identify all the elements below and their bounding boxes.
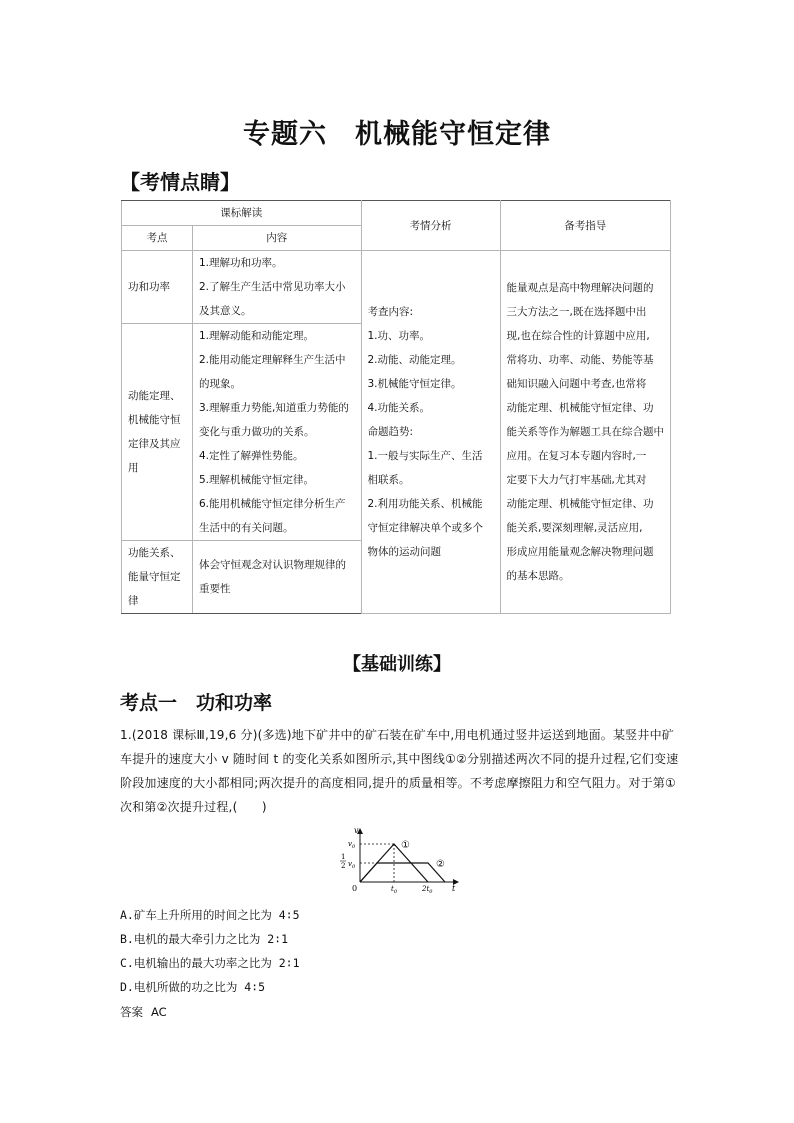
header-content: 内容 — [193, 226, 362, 251]
v-axis-label: v — [354, 826, 359, 835]
curve-2 — [360, 863, 445, 882]
guide-line: 础知识融入问题中考查,也常将 — [506, 378, 647, 390]
guide-line: 能关系,要深刻理解,灵活应用, — [506, 522, 643, 534]
t-axis-label: t — [452, 884, 456, 893]
row-content — [193, 251, 362, 324]
curve-1-label: ① — [401, 840, 410, 851]
question-line: 阶段加速度的大小都相同;两次提升的高度相同,提升的质量相等。不考虑摩擦阻力和空气阻力。对于第① — [120, 776, 677, 790]
row-point: 功和功率 — [122, 251, 193, 324]
question-line: 车提升的速度大小 v 随时间 t 的变化关系如图所示,其中图线①②分别描述两次不同的提升过程,它们变速 — [120, 752, 679, 766]
guide-line: 动能定理、机械能守恒定律、功 — [506, 498, 654, 510]
content-line: 2.了解生产生活中常见功率大小 — [199, 281, 346, 293]
point-line: 定律及其应 — [128, 438, 181, 450]
origin-label: 0 — [352, 884, 358, 893]
header-group: 课标解读 — [122, 201, 362, 226]
guide-line: 形成应用能量观念解决物理问题 — [506, 546, 654, 558]
guide-line: 三大方法之一,既在选择题中出 — [506, 306, 647, 318]
header-point: 考点 — [122, 226, 193, 251]
question-line: 1.(2018 课标Ⅲ,19,6 分)(多选)地下矿井中的矿石装在矿车中,用电机通过竖井运送到地面。某竖井中矿 — [120, 728, 674, 742]
option-b: B.电机的最大牵引力之比为 2∶1 — [120, 932, 289, 946]
guide-line: 能关系等作为解题工具在综合题中 — [506, 426, 664, 438]
velocity-time-graph — [334, 826, 464, 896]
guide-line: 的基本思路。 — [506, 570, 570, 582]
v0-label: $v_0$ — [348, 840, 356, 850]
point-line: 功能关系、 — [128, 547, 181, 559]
header-analysis: 考情分析 — [361, 201, 500, 251]
option-a: A.矿车上升所用的时间之比为 4∶5 — [120, 908, 300, 922]
analysis-line: 命题趋势: — [367, 426, 414, 438]
guide-line: 能量观点是高中物理解决问题的 — [506, 282, 654, 294]
content-line: 5.理解机械能守恒定律。 — [199, 474, 315, 486]
table-row — [122, 251, 671, 324]
row-content — [193, 541, 362, 614]
answer-label: 答案 — [120, 1005, 143, 1019]
content-line: 1.理解动能和动能定理。 — [199, 330, 315, 342]
analysis-line: 守恒定律解决单个或多个 — [367, 522, 483, 534]
guide-line: 现,也在综合性的计算题中应用, — [506, 330, 650, 342]
two-t0-label: $2t_0$ — [422, 885, 433, 895]
option-d: D.电机所做的功之比为 4∶5 — [120, 980, 266, 994]
point-line: 机械能守恒 — [128, 414, 181, 426]
analysis-line: 1.功、功率。 — [367, 330, 431, 342]
content-line: 3.理解重力势能,知道重力势能的 — [199, 402, 349, 414]
kaodian-title: 考点一 功和功率 — [120, 692, 273, 714]
option-c: C.电机输出的最大功率之比为 2∶1 — [120, 956, 300, 970]
analysis-line: 2.动能、动能定理。 — [367, 354, 462, 366]
curve-2-label: ② — [436, 859, 445, 870]
point-line: 律 — [128, 595, 139, 607]
guide-line: 动能定理、机械能守恒定律、功 — [506, 402, 654, 414]
content-line: 及其意义。 — [199, 305, 252, 317]
point-line: 能量守恒定 — [128, 571, 181, 583]
half-v0-label: $v_0$ — [348, 860, 356, 870]
analysis-line: 4.功能关系。 — [367, 402, 431, 414]
content-line: 4.定性了解弹性势能。 — [199, 450, 304, 462]
content-line: 重要性 — [199, 583, 231, 595]
content-line: 变化与重力做功的关系。 — [199, 426, 315, 438]
row-point — [122, 541, 193, 614]
analysis-line: 相联系。 — [367, 474, 410, 486]
answer-value: AC — [151, 1005, 167, 1019]
point-line: 用 — [128, 462, 139, 474]
content-line: 生活中的有关问题。 — [199, 522, 294, 534]
guide-line: 定要下大力气打牢基础,尤其对 — [506, 474, 647, 486]
question-text — [120, 723, 680, 819]
content-line: 1.理解功和功率。 — [199, 257, 283, 269]
training-heading: 【基础训练】 — [343, 654, 451, 675]
analysis-line: 考查内容: — [367, 306, 414, 318]
section-heading: 【考情点睛】 — [120, 170, 240, 194]
analysis-line: 物体的运动问题 — [367, 546, 441, 558]
analysis-line: 3.机械能守恒定律。 — [367, 378, 462, 390]
header-guide: 备考指导 — [500, 201, 671, 251]
content-line: 6.能用机械能守恒定律分析生产 — [199, 498, 346, 510]
half-denominator: 2 — [341, 862, 346, 870]
analysis-cell — [361, 251, 500, 614]
content-line: 体会守恒观念对认识物理规律的 — [199, 559, 346, 571]
guide-line: 常将功、功率、动能、势能等基 — [506, 354, 654, 366]
page-title: 专题六 机械能守恒定律 — [243, 119, 551, 150]
answer-options — [120, 903, 300, 999]
content-line: 的现象。 — [199, 378, 241, 390]
t0-label: $t_0$ — [391, 885, 398, 895]
point-line: 动能定理、 — [128, 390, 181, 402]
answer-line — [120, 1000, 167, 1024]
exam-overview-table — [121, 200, 671, 614]
analysis-line: 1.一般与实际生产、生活 — [367, 450, 483, 462]
row-content — [193, 324, 362, 541]
row-point — [122, 324, 193, 541]
content-line: 2.能用动能定理解释生产生活中 — [199, 354, 346, 366]
guide-cell — [500, 251, 671, 614]
half-numerator: 1 — [341, 853, 346, 861]
analysis-line: 2.利用功能关系、机械能 — [367, 498, 483, 510]
guide-line: 应用。在复习本专题内容时,一 — [506, 450, 647, 462]
question-line: 次和第②次提升过程,( ) — [120, 800, 267, 814]
